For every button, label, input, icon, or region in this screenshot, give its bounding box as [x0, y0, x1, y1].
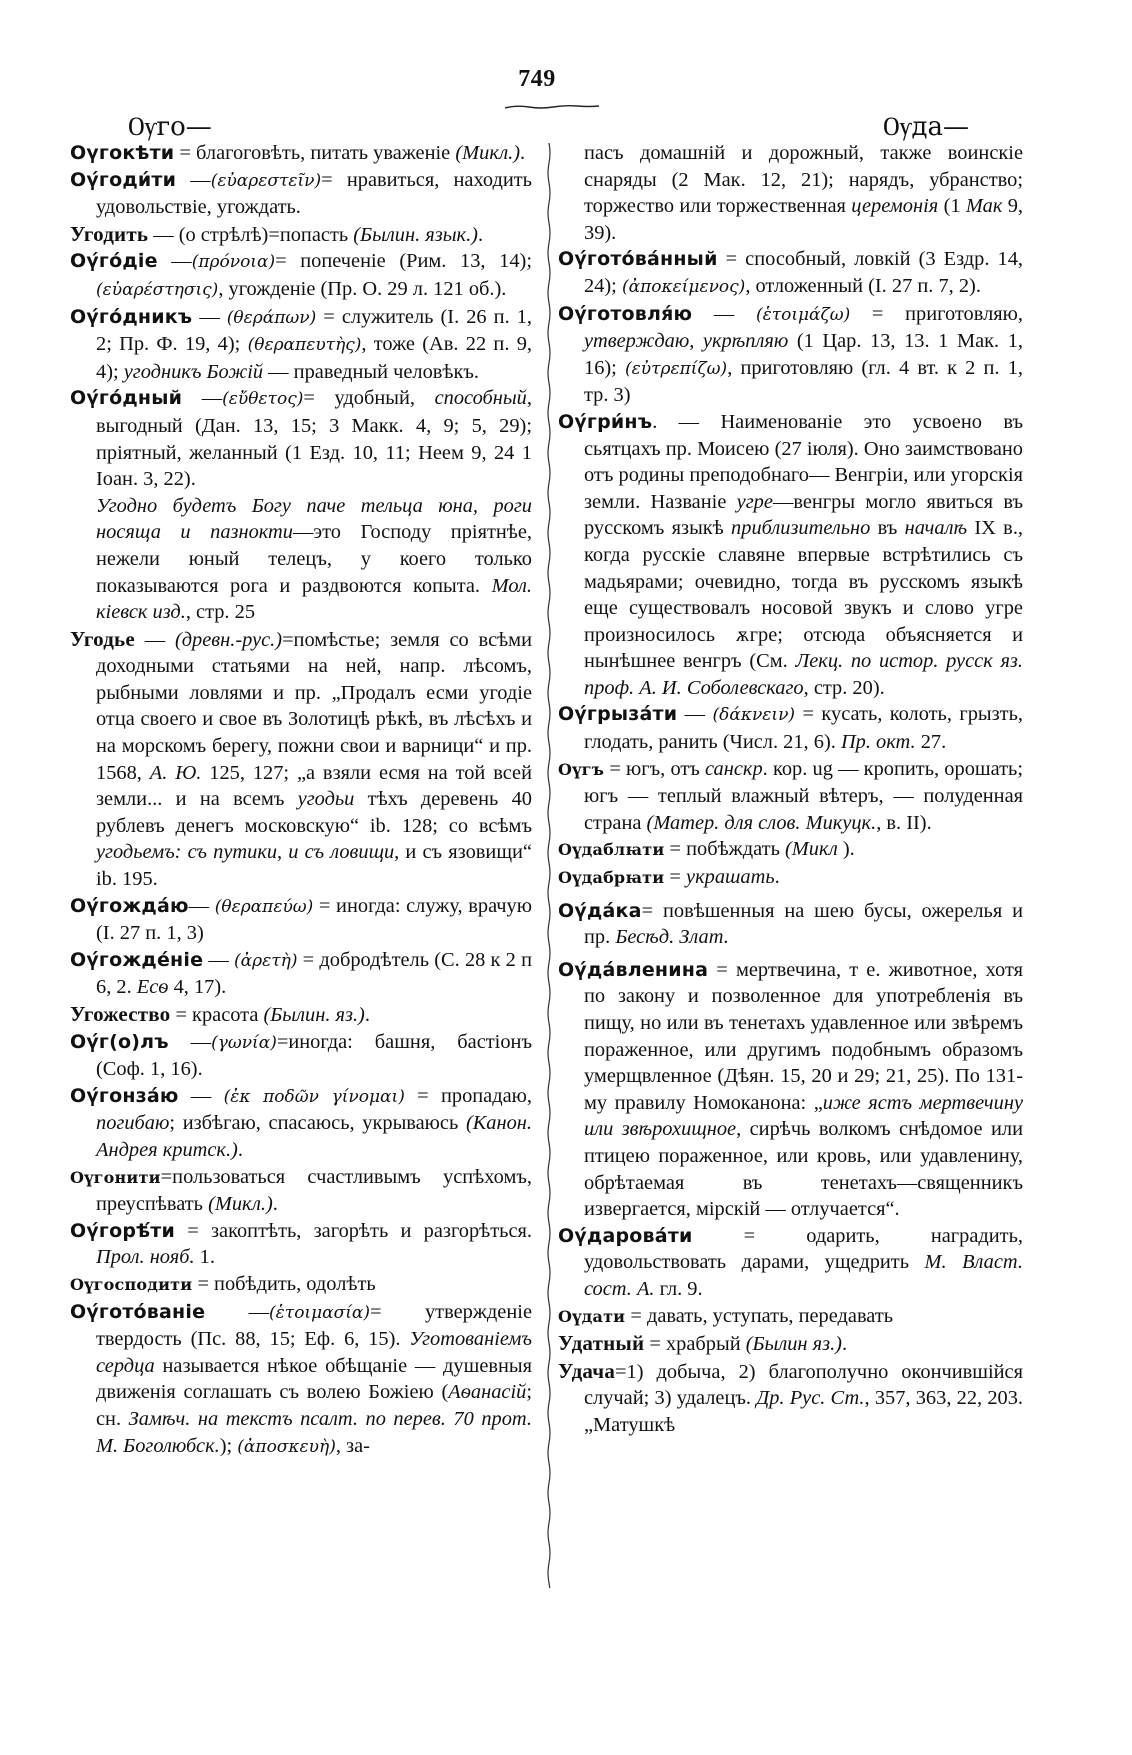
- entry-headword: Оү́гото́ваніе: [70, 1300, 206, 1323]
- definition-text: = закоптѣть, загорѣть и разгорѣться.: [175, 1219, 532, 1242]
- greek-equivalent: (γωνία): [211, 1032, 277, 1053]
- greek-equivalent: (θεραπευτὴς): [247, 335, 362, 356]
- italic-citation: Мак: [965, 195, 1003, 218]
- italic-citation: погибаю: [96, 1112, 170, 1135]
- definition-text: , в. II).: [876, 811, 932, 834]
- dictionary-entry: [70, 1218, 532, 1271]
- italic-citation: Пр. окт.: [840, 731, 916, 754]
- definition-text: 9, 39).: [584, 195, 1023, 244]
- italic-citation: А. Ю.: [149, 761, 202, 784]
- definition-text: —венгры могло явиться въ русскомъ языкѣ: [584, 490, 1023, 540]
- definition-text: .: [272, 1193, 278, 1216]
- italic-citation: приблизительно: [731, 517, 871, 540]
- definition-text: =: [664, 866, 687, 889]
- definition-text: .: [477, 223, 484, 246]
- definition-text: =1) добыча, 2) благополучно окончившійся случай; 3) удалецъ.: [584, 1360, 1023, 1410]
- definition-text: —: [157, 250, 192, 273]
- definition-text: ; сн.: [96, 1381, 532, 1430]
- dictionary-entry: [558, 756, 1023, 837]
- dictionary-entry: [70, 1271, 532, 1299]
- dictionary-entry: [70, 140, 532, 167]
- right-column: [558, 140, 1023, 1439]
- dictionary-entry: [70, 385, 532, 492]
- italic-citation: утверждаю, укрѣпляю: [584, 330, 789, 353]
- definition-text: = утвержденіе твердость (Пс. 88, 15; Еф. 6, 15).: [96, 1300, 532, 1351]
- dictionary-entry: [70, 1299, 532, 1461]
- definition-text: , стр. 25: [185, 601, 256, 624]
- definition-text: , приготовляю (гл. 4 вт. к 2 п. 1, тр. 3): [584, 356, 1023, 407]
- definition-text: —: [134, 628, 175, 651]
- dictionary-entry: [70, 893, 532, 947]
- definition-text: = способный, ловкій (3 Ездр. 14, 24);: [584, 248, 1023, 297]
- italic-citation: (Микл.): [455, 142, 521, 164]
- greek-equivalent: (εὔθετος): [222, 389, 304, 410]
- greek-equivalent: (ἀρετὴ): [234, 950, 298, 971]
- definition-text: = повѣшенныя на шею бусы, ожерелья и пр.: [584, 899, 1023, 949]
- italic-citation: способный: [434, 387, 527, 410]
- definition-text: — (о стрѣлѣ)=попасть: [148, 223, 354, 246]
- entry-headword: Оү́гожде́ніе: [70, 948, 204, 971]
- greek-equivalent: (θεράπων): [226, 307, 317, 328]
- definition-text: .: [841, 1333, 848, 1356]
- definition-text: , угожденіе (Пр. О. 29 л. 121 об.).: [218, 277, 507, 300]
- column-divider: [546, 143, 552, 1588]
- definition-text: = кусать, колоть, грызть, глодать, ранить (Числ. 21, 6).: [584, 703, 1023, 754]
- definition-text: = иногда: служу, врачую (І. 27 п. 1, 3): [96, 894, 532, 945]
- italic-citation: Др. Рус. Ст.: [756, 1387, 865, 1410]
- entry-headword: Оү́да́ка: [558, 899, 642, 922]
- definition-text: —: [205, 1300, 270, 1323]
- definition-text: —: [176, 168, 211, 191]
- definition-text: = нравиться, находить удовольствіе, угождать.: [96, 168, 532, 219]
- italic-citation: Уготованіемъ сердца: [96, 1328, 532, 1377]
- entry-headword: Оүгосподити: [70, 1274, 193, 1294]
- italic-citation: Угодно будетъ Богу паче тельца юна, роги носяща и пазнокти: [96, 494, 532, 544]
- dictionary-entry: [70, 1164, 532, 1218]
- definition-text: —это Господу пріятнѣе, нежели юный телецъ, у коего только показываются рога и раздвоются копыта.: [96, 521, 532, 597]
- italic-citation: Есѳ: [136, 976, 169, 999]
- italic-citation: санскр: [705, 757, 763, 780]
- definition-text: —: [677, 703, 713, 726]
- entry-headword: Оү́гожда́ю: [70, 894, 189, 917]
- definition-text: 4, 17).: [168, 976, 227, 999]
- dictionary-entry: [70, 947, 532, 1001]
- greek-equivalent: (δάκνειν): [712, 705, 796, 726]
- italic-citation: церемонія: [851, 195, 939, 218]
- definition-text: = мертвечина, т е. животное, хотя по закону и позволенное для употребленія въ пищу, но или въ тенетахъ удавленное или звѣремъ пораженное, или другимъ подобнымъ образомъ умерщвленное (Дѣян. 15, 20 и 29; 21, 25). По 131-му правилу Номоканона: „: [584, 958, 1023, 1114]
- page-number-rule: [505, 104, 599, 110]
- definition-text: , за-: [335, 1434, 370, 1457]
- dictionary-entry: [558, 1223, 1023, 1303]
- definition-text: , выгодный (Дан. 13, 15; 3 Макк. 4, 9; 5, 29); пріятный, желанный (1 Езд. 10, 11; Неем 9, 24 1 Іоан. 3, 22).: [96, 387, 532, 491]
- italic-citation: (Былин яз.): [745, 1333, 842, 1356]
- definition-text: = храбрый: [644, 1333, 746, 1356]
- entry-headword: Оүдабрꙗти: [558, 868, 665, 888]
- definition-text: , 357, 363, 22, 203. „Матушкѣ: [584, 1387, 1024, 1436]
- definition-text: = попеченіе (Рим. 13, 14);: [275, 250, 532, 273]
- dictionary-entry: [70, 1029, 532, 1083]
- greek-equivalent: (θεραπεύω): [214, 896, 314, 917]
- definition-text: въ: [870, 517, 905, 540]
- entry-headword: Угодье: [70, 626, 135, 651]
- italic-citation: (Микл: [784, 838, 838, 861]
- italic-citation: (Былин. яз.): [263, 1004, 365, 1026]
- dictionary-entry: [70, 1001, 532, 1029]
- italic-citation: (Матер. для слов. Микуцк.: [646, 811, 877, 834]
- dictionary-entry: [70, 304, 532, 386]
- definition-text: IX в., когда русскіе славяне впервые встрѣтились съ мадьярами; очевидно, тогда въ русскомъ языкѣ еще существовалъ носовой звукъ и слово угре произносилось ѫгре; отсюда объясняется и нынѣшнее венгръ (См.: [584, 517, 1024, 673]
- definition-text: —: [192, 305, 227, 328]
- definition-text: = служитель (І. 26 п. 1, 2; Пр. Ф. 19, 4);: [96, 305, 533, 356]
- definition-text: —: [203, 948, 235, 971]
- dictionary-entry: [558, 1358, 1023, 1439]
- definition-text: —: [188, 894, 215, 917]
- entry-headword: Оү́годи́ти: [70, 168, 177, 191]
- definition-text: , и съ язовищи“ ib. 195.: [96, 841, 532, 891]
- greek-equivalent: (πρόνοια): [191, 252, 276, 273]
- dictionary-entry: [558, 246, 1023, 300]
- entry-headword: Оү́го́дникъ: [70, 305, 193, 328]
- entry-headword: Оүдати: [558, 1306, 626, 1326]
- definition-text: = югъ, отъ: [604, 757, 706, 780]
- italic-citation: Прол. нояб.: [96, 1246, 195, 1269]
- running-head-right: Ѹда—: [883, 112, 969, 142]
- entry-headword: Оү́дарова́ти: [558, 1224, 693, 1247]
- entry-headword: Оү́гри́нъ: [558, 410, 653, 433]
- dictionary-entry: [70, 626, 532, 893]
- italic-citation: иже ястъ мертвечину или звѣрохищное: [584, 1091, 1023, 1141]
- definition-text: , стр. 20).: [803, 676, 885, 699]
- definition-text: .: [520, 142, 526, 164]
- definition-text: = побѣдить, одолѣть: [192, 1272, 376, 1295]
- italic-citation: украшать: [686, 866, 775, 889]
- definition-text: = добродѣтель (С. 28 к 2 п 6, 2.: [96, 948, 532, 999]
- definition-text: =пользоваться счастливымъ успѣхомъ, преуспѣвать: [96, 1165, 532, 1216]
- definition-text: , сирѣчь волкомъ снѣдомое или птицею пораженное, или кровь, или удавленину, обрѣтаемая въ тенетахъ—священникъ извергается, мірскій — отлучается“.: [584, 1118, 1023, 1221]
- entry-headword: Оү́гото́ва́нный: [558, 248, 718, 271]
- italic-citation: угодникъ Божій: [123, 360, 264, 383]
- definition-text: = одарить, наградить, удовольствовать дарами, ущедрить: [584, 1224, 1023, 1274]
- dictionary-entry: [558, 864, 1023, 892]
- italic-citation: началѣ: [904, 517, 968, 540]
- definition-text: .: [364, 1004, 370, 1026]
- definition-text: .: [237, 1138, 243, 1161]
- italic-citation: Замѣч. на текстъ псалт. по перев. 70 прот. М. Боголюбск.: [96, 1407, 532, 1457]
- entry-headword: Оү́грыза́ти: [558, 703, 678, 726]
- definition-text: , тоже (Ав. 22 п. 9, 4);: [96, 333, 532, 383]
- dictionary-entry: [558, 957, 1023, 1223]
- definition-text: =иногда: башня, бастіонъ (Соф. 1, 16).: [96, 1030, 532, 1081]
- definition-text: . — Наименованіе это усвоено въ сьятцахъ пр. Моисею (27 іюля). Оно заимствовано отъ родины преподобнаго— Венгріи, или угорскія земли. Названіе: [584, 410, 1023, 513]
- entry-headword: Оү́го́діе: [70, 250, 158, 273]
- left-column: [70, 140, 532, 1460]
- dictionary-entry: [558, 409, 1023, 702]
- italic-citation: (Былин. язык.): [353, 223, 478, 246]
- definition-text: );: [219, 1434, 238, 1457]
- entry-headword: Оү́го́дный: [70, 387, 183, 410]
- definition-text: —: [178, 1084, 224, 1107]
- italic-citation: Аѳанасій: [448, 1381, 527, 1404]
- italic-citation: (Канон. Андрея критск.): [96, 1112, 532, 1161]
- definition-text: = приготовляю,: [850, 302, 1023, 325]
- entry-headword: Оүгъ: [558, 759, 605, 779]
- definition-text: 125, 127; „а взяли есмя на той всей земли... и на всемъ: [96, 761, 532, 811]
- greek-equivalent: (ἀποκείμενος): [621, 276, 746, 297]
- dictionary-entry: [558, 301, 1023, 409]
- page-number: 749: [518, 66, 556, 92]
- italic-citation: М. Власт. сост. А.: [584, 1251, 1023, 1300]
- definition-text: — праведный человѣкъ.: [263, 360, 480, 383]
- definition-text: гл. 9.: [654, 1277, 703, 1300]
- definition-text: (1 Цар. 13, 13. 1 Мак. 1, 16);: [584, 330, 1023, 379]
- definition-text: = побѣждать: [664, 838, 785, 861]
- definition-text: пасъ домашній и дорожный, также воинскіе снаряды (2 Мак. 12, 21); нарядъ, убранство; торжество или торжественная: [584, 142, 1023, 218]
- dictionary-entry: [70, 221, 532, 249]
- definition-text: .: [774, 866, 780, 889]
- definition-text: ).: [837, 838, 855, 861]
- italic-citation: Бесѣд. Злат.: [615, 926, 729, 949]
- entry-headword: Удача: [558, 1358, 616, 1383]
- dictionary-entry: [70, 1083, 532, 1164]
- greek-equivalent: (εὐαρεστεῖν): [210, 170, 322, 191]
- dictionary-entry: [558, 701, 1023, 755]
- definition-text: = благоговѣть, питать уваженіе: [174, 142, 456, 164]
- entry-headword: Оүдаблꙗти: [558, 840, 665, 860]
- greek-equivalent: (ἑτοιμάζω): [755, 304, 851, 325]
- definition-text: = пропадаю,: [404, 1084, 532, 1107]
- italic-citation: Мол. кіевск изд.: [96, 574, 532, 624]
- greek-equivalent: (ἑτοιμασία): [269, 1302, 371, 1323]
- definition-text: =помѣстье; земля со всѣми доходными статьями на ней, напр. лѣсомъ, рыбными ловлями и пр. „Продалъ есми угодіе отца своего и свое въ Золотицѣ рѣкѣ, въ лѣсѣхъ и на морскомъ берегу, пожни свои и варници“ и пр. 1568,: [96, 628, 533, 784]
- greek-equivalent: (εὐτρεπίζω): [625, 358, 728, 379]
- definition-text: (1: [938, 195, 966, 218]
- definition-text: . кор. ug — кропить, орошать; югъ — теплый влажный вѣтеръ, — полуденная страна: [584, 757, 1023, 834]
- dictionary-entry: [558, 1330, 1023, 1358]
- definition-text: —: [182, 387, 223, 410]
- entry-headword: Угодить: [70, 221, 149, 246]
- dictionary-entry: [70, 167, 532, 221]
- dictionary-entry: [70, 248, 532, 303]
- italic-citation: угодьемъ: съ путики, и съ ловищи: [96, 841, 395, 864]
- italic-citation: угодьи: [297, 788, 355, 811]
- entry-headword: Оү́готовля́ю: [558, 302, 693, 325]
- italic-citation: (Микл.): [208, 1193, 273, 1216]
- definition-text: = красота: [170, 1004, 264, 1026]
- definition-text: называется нѣкое обѣщаніе — душевныя движенія соглашать съ волею Божіею (: [96, 1354, 532, 1404]
- dictionary-entry: [558, 140, 1023, 246]
- entry-headword: Оү́горѣ́ти: [70, 1219, 176, 1242]
- dictionary-entry: [558, 836, 1023, 864]
- definition-text: = удобный,: [303, 387, 435, 410]
- dictionary-entry: [70, 493, 532, 626]
- entry-headword: Оүгокѣти: [70, 142, 175, 164]
- greek-equivalent: (ἐκ ποδῶν γίνομαι): [223, 1086, 405, 1107]
- entry-headword: Оү́гонза́ю: [70, 1084, 179, 1107]
- definition-text: 27.: [915, 731, 947, 754]
- italic-citation: Лекц. по истор. русск яз. проф. А. И. Соболевскаго: [584, 650, 1023, 699]
- definition-text: ; избѣгаю, спасаюсь, укрываюсь: [169, 1112, 466, 1135]
- dictionary-entry: [558, 898, 1023, 951]
- entry-headword: Оүгонити: [70, 1167, 161, 1187]
- entry-headword: Оү́да́вленина: [558, 958, 709, 981]
- definition-text: тѣхъ деревень 40 рублевъ денегъ московскую“ ib. 128; со всѣмъ: [96, 788, 532, 837]
- definition-text: 1.: [194, 1246, 215, 1269]
- definition-text: —: [168, 1030, 212, 1053]
- italic-citation: угре: [736, 490, 773, 513]
- entry-headword: Удатный: [558, 1331, 645, 1356]
- greek-equivalent: (εὐαρέστησις): [96, 279, 219, 300]
- definition-text: , отложенный (І. 27 п. 7, 2).: [745, 274, 981, 297]
- definition-text: —: [692, 302, 756, 325]
- entry-headword: Оү́г(о)лъ: [70, 1030, 169, 1053]
- definition-text: = давать, уступать, передавать: [625, 1304, 894, 1327]
- running-head-left: Ѹго—: [128, 112, 212, 142]
- dictionary-entry: [558, 1303, 1023, 1331]
- entry-headword: Угожество: [70, 1002, 171, 1026]
- greek-equivalent: (ἀποσκευὴ): [237, 1436, 336, 1457]
- italic-citation: (древн.-рус.): [174, 628, 283, 651]
